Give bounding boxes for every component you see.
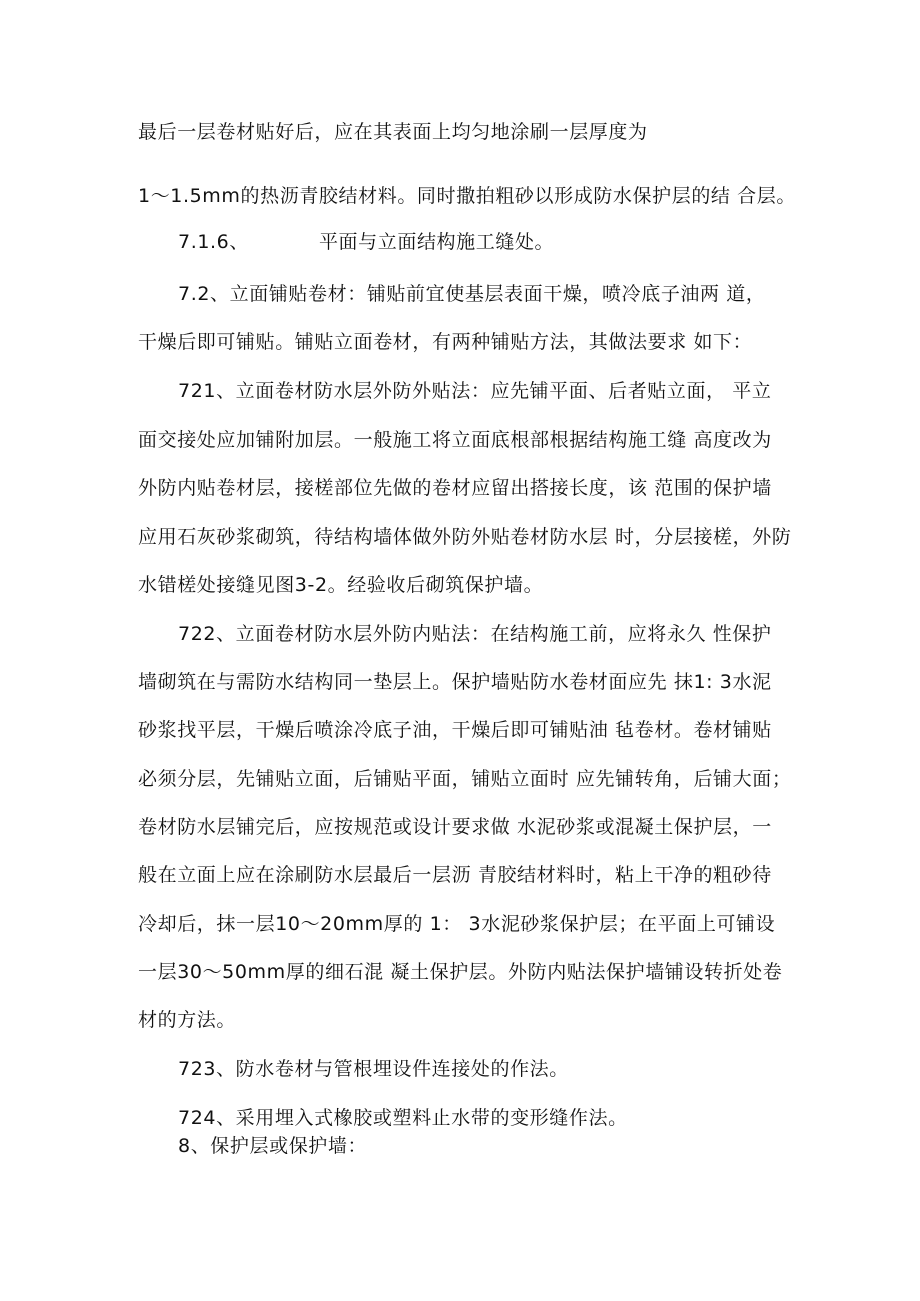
text-line-14: 必须分层，先铺贴立面，后铺贴平面，铺贴立面时 应先铺转角，后铺大面； bbox=[138, 768, 792, 790]
text-line-17: 冷却后，抹一层10～20mm厚的 1： 3水泥砂浆保护层；在平面上可铺设 bbox=[138, 913, 776, 935]
text-line-2: 1～1.5mm的热沥青胶结材料。同时撒拍粗砂以形成防水保护层的结 合层。 bbox=[138, 185, 796, 207]
section-title: 平面与立面结构施工缝处。 bbox=[318, 231, 555, 253]
text-line-10: 水错槎处接缝见图3-2。经验收后砌筑保护墙。 bbox=[138, 574, 544, 596]
text-line-4: 7.2、立面铺贴卷材：铺贴前宜使基层表面干燥，喷冷底子油两 道， bbox=[178, 283, 766, 305]
text-line-16: 般在立面上应在涂刷防水层最后一层沥 青胶结材料时，粘上干净的粗砂待 bbox=[138, 864, 772, 886]
section-number: 7.1.6、 bbox=[178, 231, 249, 253]
text-line-12: 墙砌筑在与需防水结构同一垫层上。保护墙贴防水卷材面应先 抹1: 3水泥 bbox=[138, 671, 772, 693]
text-line-11: 722、立面卷材防水层外防内贴法：在结构施工前，应将永久 性保护 bbox=[178, 623, 772, 645]
text-line-8: 外防内贴卷材层，接槎部位先做的卷材应留出搭接长度，该 范围的保护墙 bbox=[138, 477, 772, 499]
text-line-18: 一层30～50mm厚的细石混 凝土保护层。外防内贴法保护墙铺设转折处卷 bbox=[138, 961, 783, 983]
text-line-21: 724、采用埋入式橡胶或塑料止水带的变形缝作法。 bbox=[178, 1107, 628, 1129]
text-line-15: 卷材防水层铺完后，应按规范或设计要求做 水泥砂浆或混凝土保护层，一 bbox=[138, 816, 772, 838]
text-line-5: 干燥后即可铺贴。铺贴立面卷材，有两种铺贴方法，其做法要求 如下： bbox=[138, 331, 753, 353]
text-line-19: 材的方法。 bbox=[138, 1009, 237, 1031]
text-line-6: 721、立面卷材防水层外防外贴法：应先铺平面、后者贴立面， 平立 bbox=[178, 380, 772, 402]
text-line-1: 最后一层卷材贴好后，应在其表面上均匀地涂刷一层厚度为 bbox=[138, 121, 648, 143]
text-line-20: 723、防水卷材与管根埋设件连接处的作法。 bbox=[178, 1058, 569, 1080]
text-line-7: 面交接处应加铺附加层。一般施工将立面底根部根据结构施工缝 高度改为 bbox=[138, 429, 772, 451]
section-8-heading: 8、保护层或保护墙： bbox=[178, 1135, 368, 1157]
text-line-9: 应用石灰砂浆砌筑，待结构墙体做外防外贴卷材防水层 时，分层接槎，外防 bbox=[138, 526, 792, 548]
text-line-13: 砂浆找平层，干燥后喷涂冷底子油，干燥后即可铺贴油 毡卷材。卷材铺贴 bbox=[138, 719, 772, 741]
section-7-1-6-heading bbox=[178, 230, 838, 254]
